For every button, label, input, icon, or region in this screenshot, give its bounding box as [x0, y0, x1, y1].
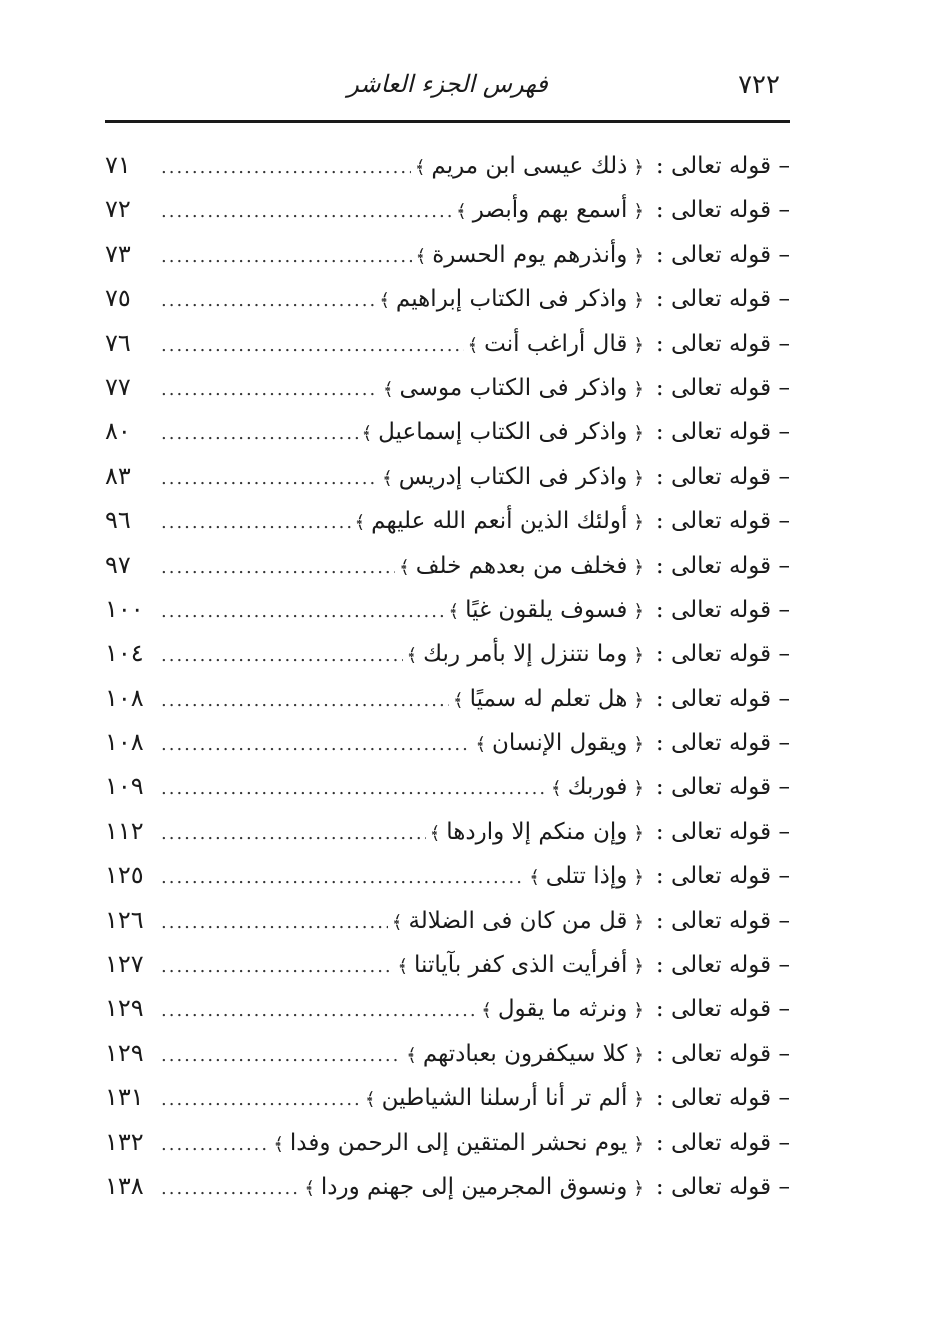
quran-bracket-close: ﴾ — [406, 645, 418, 667]
entry-page-number: ٨٠ — [105, 417, 131, 446]
quran-bracket-close: ﴾ — [475, 734, 486, 756]
dot-leader — [155, 235, 412, 279]
quran-bracket-close: ﴾ — [406, 1044, 417, 1066]
quran-bracket-close: ﴾ — [273, 1133, 284, 1155]
quran-bracket-open: ﴿ — [633, 334, 644, 356]
index-entry — [105, 631, 790, 675]
quran-bracket-open: ﴿ — [633, 1177, 644, 1199]
quran-bracket-open: ﴿ — [633, 1089, 644, 1111]
dot-leader — [155, 856, 525, 900]
entry-verse: واذكر فى الكتاب إبراهيم — [395, 286, 628, 313]
dot-leader — [155, 989, 477, 1033]
quran-bracket-open: ﴿ — [633, 689, 644, 711]
index-entry — [105, 676, 790, 720]
index-entry — [105, 764, 790, 808]
dot-leader — [155, 590, 445, 634]
index-entry — [105, 187, 790, 231]
entry-prefix: – قوله تعالى : — [655, 730, 790, 757]
index-entry — [105, 454, 790, 498]
quran-bracket-open: ﴿ — [633, 600, 644, 622]
entry-page-number: ١٢٩ — [105, 994, 144, 1023]
quran-bracket-close: ﴾ — [399, 556, 410, 578]
quran-bracket-open: ﴿ — [633, 956, 644, 978]
entry-verse: يوم نحشر المتقين إلى الرحمن وفدا — [289, 1129, 628, 1156]
entry-prefix: – قوله تعالى : — [655, 552, 790, 579]
entry-verse: قل من كان فى الضلالة — [408, 907, 628, 934]
index-entry — [105, 986, 790, 1030]
entry-prefix: – قوله تعالى : — [655, 952, 790, 979]
dot-leader — [155, 1078, 361, 1122]
index-entry — [105, 587, 790, 631]
entry-prefix: – قوله تعالى : — [655, 1040, 790, 1067]
index-entry — [105, 809, 790, 853]
entry-prefix: – قوله تعالى : — [655, 241, 790, 268]
dot-leader — [155, 457, 378, 501]
quran-bracket-close: ﴾ — [456, 201, 467, 223]
entry-page-number: ٧٦ — [105, 328, 131, 357]
entry-page-number: ٩٧ — [105, 550, 131, 579]
dot-leader — [155, 767, 547, 811]
entry-prefix: – قوله تعالى : — [655, 596, 790, 623]
entry-verse: ألم تر أنا أرسلنا الشياطين — [381, 1085, 628, 1112]
page-header — [105, 62, 790, 112]
entry-page-number: ١٣٢ — [105, 1127, 144, 1156]
entry-prefix: – قوله تعالى : — [655, 863, 790, 890]
quran-bracket-open: ﴿ — [633, 1133, 644, 1155]
dot-leader — [155, 412, 358, 456]
entry-page-number: ١٠٩ — [105, 772, 144, 801]
entry-page-number: ٧٣ — [105, 239, 131, 268]
quran-bracket-close: ﴾ — [354, 512, 366, 534]
dot-leader — [155, 901, 388, 945]
running-title: فهرس الجزء العاشر — [347, 70, 548, 98]
dot-leader — [155, 546, 395, 590]
entry-prefix: – قوله تعالى : — [655, 996, 790, 1023]
index-entry — [105, 1120, 790, 1164]
dot-leader — [155, 190, 452, 234]
entry-page-number: ١٠٨ — [105, 728, 144, 757]
entry-prefix: – قوله تعالى : — [655, 641, 790, 668]
entry-verse: وإن منكم إلا واردها — [446, 818, 628, 845]
entry-verse: ونسوق المجرمين إلى جهنم وردا — [320, 1173, 628, 1200]
quran-bracket-close: ﴾ — [481, 1000, 492, 1022]
quran-bracket-open: ﴿ — [633, 1000, 644, 1022]
quran-bracket-open: ﴿ — [633, 867, 644, 889]
index-entry — [105, 365, 790, 409]
entry-prefix: – قوله تعالى : — [655, 508, 790, 535]
quran-bracket-open: ﴿ — [633, 512, 644, 534]
entry-page-number: ١٢٥ — [105, 861, 144, 890]
quran-bracket-open: ﴿ — [633, 378, 644, 400]
quran-bracket-open: ﴿ — [633, 423, 644, 445]
entry-page-number: ١٢٩ — [105, 1038, 144, 1067]
entry-verse: ونرثه ما يقول — [497, 996, 628, 1023]
entry-page-number: ١٠٠ — [105, 594, 144, 623]
entry-verse: واذكر فى الكتاب إدريس — [398, 463, 628, 490]
quran-bracket-open: ﴿ — [633, 290, 644, 312]
quran-bracket-close: ﴾ — [365, 1089, 376, 1111]
entry-page-number: ٧٧ — [105, 372, 131, 401]
entry-prefix: – قوله تعالى : — [655, 907, 790, 934]
entry-verse: وما نتنزل إلا بأمر ربك — [423, 641, 628, 668]
quran-bracket-open: ﴿ — [633, 911, 644, 933]
entry-verse: وأنذرهم يوم الحسرة — [432, 241, 628, 268]
entry-prefix: – قوله تعالى : — [655, 197, 790, 224]
quran-bracket-close: ﴾ — [448, 600, 460, 622]
index-entry — [105, 498, 790, 542]
quran-bracket-open: ﴿ — [633, 734, 644, 756]
quran-bracket-close: ﴾ — [551, 778, 562, 800]
index-entry — [105, 276, 790, 320]
quran-bracket-close: ﴾ — [361, 423, 373, 445]
entry-page-number: ١٠٤ — [105, 639, 144, 668]
header-rule — [105, 120, 790, 123]
entry-prefix: – قوله تعالى : — [655, 774, 790, 801]
quran-bracket-open: ﴿ — [633, 556, 644, 578]
entry-prefix: – قوله تعالى : — [655, 818, 790, 845]
entry-verse: أولئك الذين أنعم الله عليهم — [371, 508, 628, 535]
quran-bracket-close: ﴾ — [415, 245, 427, 267]
entry-page-number: ٧٥ — [105, 284, 131, 313]
quran-bracket-close: ﴾ — [304, 1177, 315, 1199]
quran-bracket-close: ﴾ — [414, 157, 426, 178]
quran-bracket-close: ﴾ — [382, 378, 394, 400]
entry-prefix: – قوله تعالى : — [655, 153, 790, 179]
index-entry — [105, 232, 790, 276]
quran-bracket-close: ﴾ — [529, 867, 540, 889]
dot-leader — [155, 1123, 269, 1167]
dot-leader — [155, 146, 411, 190]
entry-page-number: ١٠٨ — [105, 683, 144, 712]
quran-bracket-open: ﴿ — [633, 822, 644, 844]
quran-bracket-close: ﴾ — [391, 911, 403, 933]
entry-verse: أفرأيت الذى كفر بآياتنا — [414, 952, 628, 979]
entry-prefix: – قوله تعالى : — [655, 463, 790, 490]
entry-prefix: – قوله تعالى : — [655, 1085, 790, 1112]
index-entry — [105, 1031, 790, 1075]
dot-leader — [155, 945, 394, 989]
dot-leader — [155, 324, 464, 368]
entry-prefix: – قوله تعالى : — [655, 419, 790, 446]
entry-page-number: ١٣١ — [105, 1083, 144, 1112]
quran-bracket-open: ﴿ — [633, 778, 644, 800]
index-entry — [105, 543, 790, 587]
index-entry — [105, 898, 790, 942]
entry-verse: واذكر فى الكتاب موسى — [399, 374, 628, 401]
index-entry — [105, 143, 790, 187]
dot-leader — [155, 679, 449, 723]
entry-page-number: ٧٢ — [105, 195, 131, 224]
index-entry — [105, 321, 790, 365]
entry-page-number: ١٣٨ — [105, 1171, 144, 1200]
entry-verse: واذكر فى الكتاب إسماعيل — [378, 419, 628, 446]
quran-bracket-open: ﴿ — [633, 157, 644, 178]
entry-verse: فوربك — [567, 774, 628, 801]
entry-prefix: – قوله تعالى : — [655, 685, 790, 712]
quran-bracket-open: ﴿ — [633, 245, 644, 267]
quran-bracket-close: ﴾ — [467, 334, 479, 356]
quran-bracket-close: ﴾ — [379, 290, 390, 312]
entry-verse: ذلك عيسى ابن مريم — [431, 153, 628, 179]
quran-bracket-open: ﴿ — [633, 467, 644, 489]
index-entry — [105, 409, 790, 453]
quran-bracket-close: ﴾ — [382, 467, 393, 489]
index-entry — [105, 1164, 790, 1208]
quran-bracket-close: ﴾ — [397, 956, 409, 978]
entry-page-number: ١٢٧ — [105, 950, 144, 979]
entry-verse: فسوف يلقون غيًا — [465, 596, 628, 623]
quran-bracket-close: ﴾ — [429, 822, 441, 844]
entry-verse: وإذا تتلى — [545, 863, 628, 890]
entry-verse: فخلف من بعدهم خلف — [415, 552, 628, 579]
quran-bracket-open: ﴿ — [633, 201, 644, 223]
entry-page-number: ٨٣ — [105, 461, 131, 490]
quran-bracket-open: ﴿ — [633, 1044, 644, 1066]
quran-bracket-open: ﴿ — [633, 645, 644, 667]
entry-verse: ويقول الإنسان — [491, 730, 628, 757]
dot-leader — [155, 1167, 300, 1211]
index-entry — [105, 853, 790, 897]
index-entries — [105, 143, 790, 1208]
dot-leader — [155, 723, 471, 767]
index-entry — [105, 1075, 790, 1119]
entry-verse: قال أراغب أنت — [484, 330, 628, 357]
entry-prefix: – قوله تعالى : — [655, 330, 790, 357]
entry-page-number: ١٢٦ — [105, 905, 144, 934]
entry-verse: أسمع بهم وأبصر — [472, 197, 628, 224]
entry-page-number: ٩٦ — [105, 506, 131, 535]
dot-leader — [155, 279, 375, 323]
entry-prefix: – قوله تعالى : — [655, 374, 790, 401]
page-number: ٧٢٢ — [738, 70, 780, 100]
dot-leader — [155, 1034, 402, 1078]
entry-prefix: – قوله تعالى : — [655, 1129, 790, 1156]
dot-leader — [155, 812, 426, 856]
quran-bracket-close: ﴾ — [453, 689, 464, 711]
dot-leader — [155, 501, 351, 545]
index-entry — [105, 720, 790, 764]
dot-leader — [155, 368, 379, 412]
entry-verse: هل تعلم له سميًا — [469, 685, 628, 712]
entry-prefix: – قوله تعالى : — [655, 1173, 790, 1200]
entry-page-number: ٧١ — [105, 151, 131, 179]
entry-prefix: – قوله تعالى : — [655, 286, 790, 313]
entry-verse: كلا سيكفرون بعبادتهم — [422, 1040, 628, 1067]
entry-page-number: ١١٢ — [105, 816, 144, 845]
index-entry — [105, 942, 790, 986]
dot-leader — [155, 634, 403, 678]
